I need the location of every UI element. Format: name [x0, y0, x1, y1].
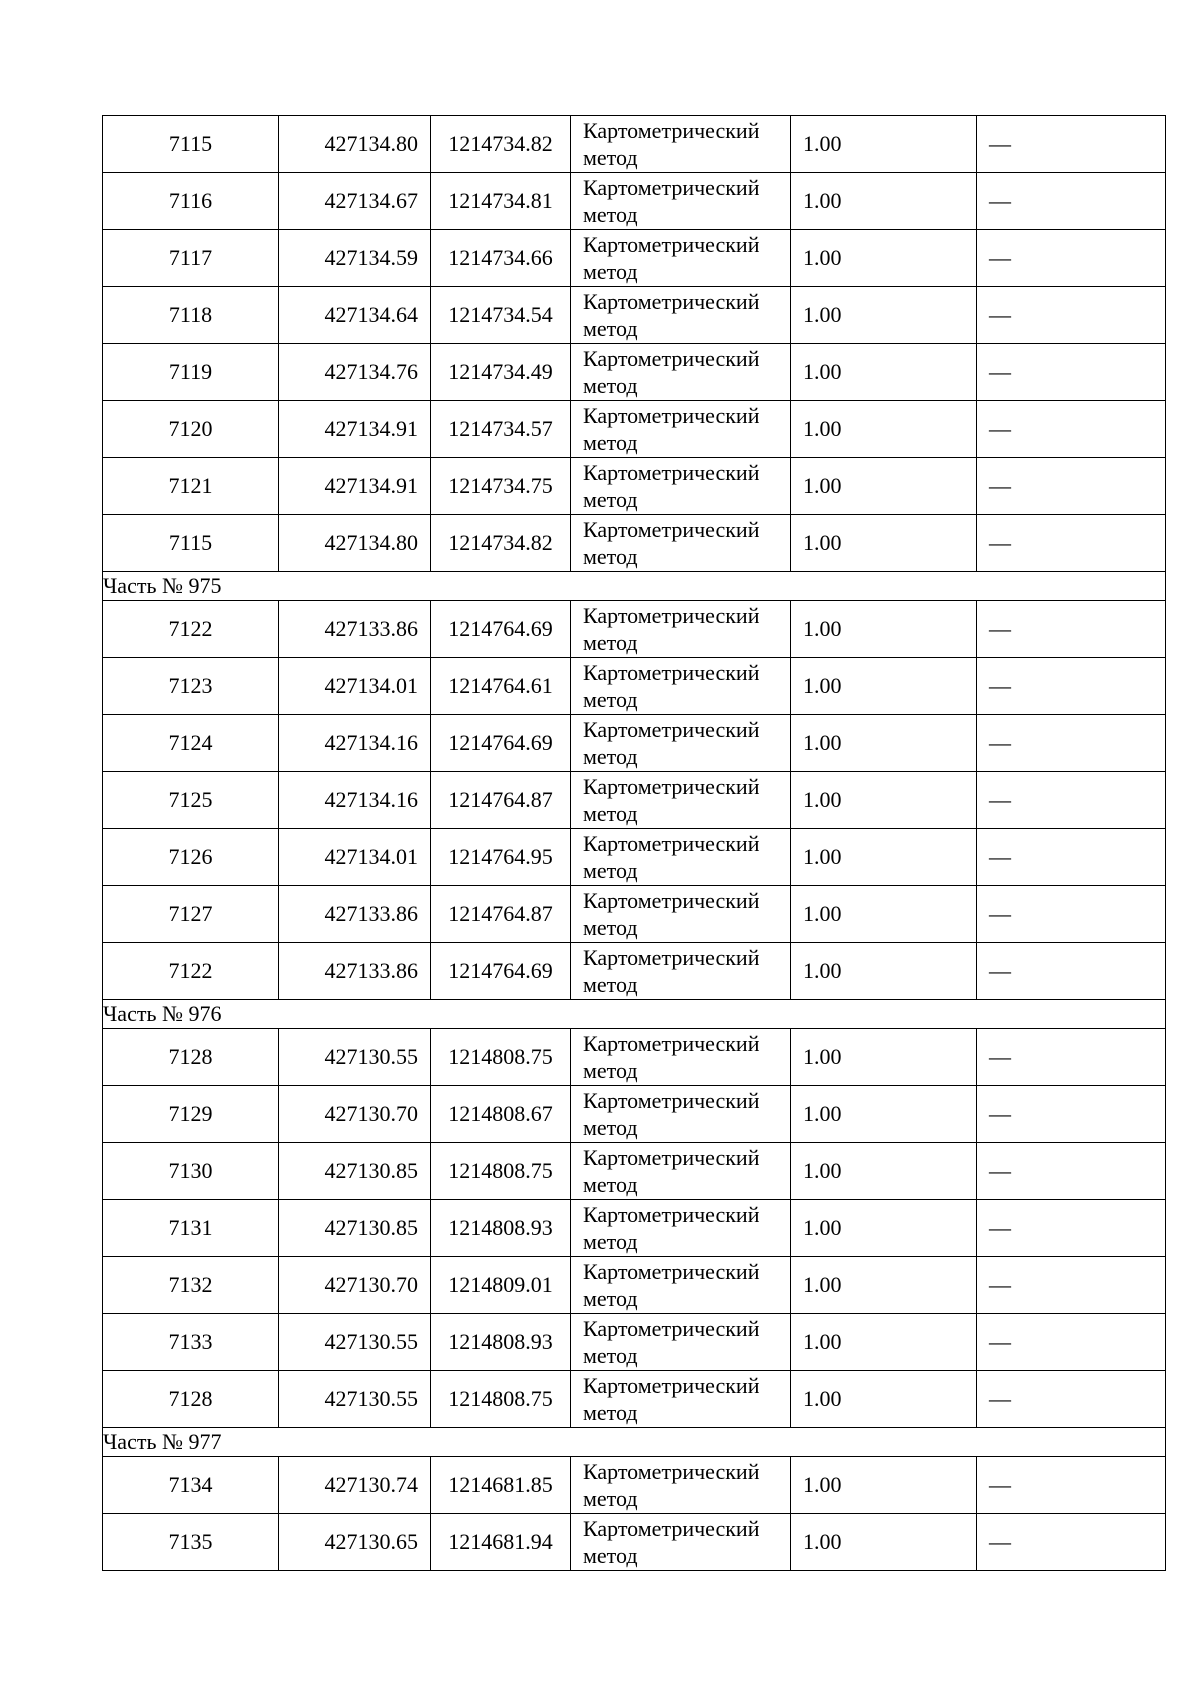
table-row	[103, 1514, 1166, 1571]
table-row	[103, 287, 1166, 344]
description-cell: —	[977, 1029, 1166, 1086]
description-cell: —	[977, 1257, 1166, 1314]
x-coordinate-cell: 427134.64	[279, 287, 431, 344]
description-cell: —	[977, 1086, 1166, 1143]
table-row	[103, 1257, 1166, 1314]
point-number-cell: 7118	[103, 287, 279, 344]
table-row	[103, 658, 1166, 715]
table-row	[103, 886, 1166, 943]
section-row	[103, 1428, 1166, 1457]
y-coordinate-cell: 1214764.87	[431, 772, 571, 829]
point-number-cell: 7123	[103, 658, 279, 715]
description-cell: —	[977, 601, 1166, 658]
y-coordinate-cell: 1214764.69	[431, 715, 571, 772]
table-row	[103, 943, 1166, 1000]
y-coordinate-cell: 1214681.94	[431, 1514, 571, 1571]
description-cell: —	[977, 515, 1166, 572]
y-coordinate-cell: 1214808.75	[431, 1143, 571, 1200]
description-cell: —	[977, 1371, 1166, 1428]
table-row	[103, 344, 1166, 401]
method-cell: Картометрический метод	[571, 1514, 791, 1571]
method-cell: Картометрический метод	[571, 658, 791, 715]
point-number-cell: 7130	[103, 1143, 279, 1200]
description-cell: —	[977, 287, 1166, 344]
description-cell: —	[977, 458, 1166, 515]
x-coordinate-cell: 427130.85	[279, 1200, 431, 1257]
description-cell: —	[977, 772, 1166, 829]
method-cell: Картометрический метод	[571, 1029, 791, 1086]
table-row	[103, 458, 1166, 515]
description-cell: —	[977, 829, 1166, 886]
y-coordinate-cell: 1214808.75	[431, 1029, 571, 1086]
table-row	[103, 401, 1166, 458]
coordinates-table	[102, 115, 1166, 1571]
accuracy-cell: 1.00	[791, 230, 977, 287]
point-number-cell: 7135	[103, 1514, 279, 1571]
point-number-cell: 7119	[103, 344, 279, 401]
point-number-cell: 7128	[103, 1371, 279, 1428]
accuracy-cell: 1.00	[791, 658, 977, 715]
section-row	[103, 572, 1166, 601]
description-cell: —	[977, 344, 1166, 401]
accuracy-cell: 1.00	[791, 515, 977, 572]
method-cell: Картометрический метод	[571, 772, 791, 829]
point-number-cell: 7125	[103, 772, 279, 829]
method-cell: Картометрический метод	[571, 943, 791, 1000]
method-cell: Картометрический метод	[571, 1457, 791, 1514]
table-row	[103, 601, 1166, 658]
point-number-cell: 7132	[103, 1257, 279, 1314]
method-cell: Картометрический метод	[571, 230, 791, 287]
y-coordinate-cell: 1214734.75	[431, 458, 571, 515]
y-coordinate-cell: 1214809.01	[431, 1257, 571, 1314]
x-coordinate-cell: 427130.65	[279, 1514, 431, 1571]
table-row	[103, 1371, 1166, 1428]
description-cell: —	[977, 715, 1166, 772]
point-number-cell: 7124	[103, 715, 279, 772]
description-cell: —	[977, 1200, 1166, 1257]
accuracy-cell: 1.00	[791, 344, 977, 401]
x-coordinate-cell: 427134.16	[279, 715, 431, 772]
description-cell: —	[977, 173, 1166, 230]
table-row	[103, 230, 1166, 287]
point-number-cell: 7115	[103, 116, 279, 173]
x-coordinate-cell: 427134.01	[279, 829, 431, 886]
method-cell: Картометрический метод	[571, 1257, 791, 1314]
accuracy-cell: 1.00	[791, 886, 977, 943]
description-cell: —	[977, 1457, 1166, 1514]
accuracy-cell: 1.00	[791, 401, 977, 458]
y-coordinate-cell: 1214808.67	[431, 1086, 571, 1143]
accuracy-cell: 1.00	[791, 1029, 977, 1086]
method-cell: Картометрический метод	[571, 1314, 791, 1371]
table-row	[103, 515, 1166, 572]
accuracy-cell: 1.00	[791, 458, 977, 515]
section-row	[103, 1000, 1166, 1029]
section-label: Часть № 977	[103, 1428, 1166, 1457]
y-coordinate-cell: 1214764.69	[431, 601, 571, 658]
y-coordinate-cell: 1214764.69	[431, 943, 571, 1000]
accuracy-cell: 1.00	[791, 1086, 977, 1143]
section-label: Часть № 975	[103, 572, 1166, 601]
y-coordinate-cell: 1214764.61	[431, 658, 571, 715]
x-coordinate-cell: 427134.91	[279, 458, 431, 515]
x-coordinate-cell: 427133.86	[279, 886, 431, 943]
point-number-cell: 7122	[103, 943, 279, 1000]
table-row	[103, 1457, 1166, 1514]
y-coordinate-cell: 1214764.95	[431, 829, 571, 886]
x-coordinate-cell: 427134.80	[279, 116, 431, 173]
x-coordinate-cell: 427134.91	[279, 401, 431, 458]
y-coordinate-cell: 1214734.66	[431, 230, 571, 287]
x-coordinate-cell: 427134.59	[279, 230, 431, 287]
y-coordinate-cell: 1214734.82	[431, 515, 571, 572]
method-cell: Картометрический метод	[571, 1086, 791, 1143]
x-coordinate-cell: 427133.86	[279, 601, 431, 658]
x-coordinate-cell: 427130.70	[279, 1086, 431, 1143]
point-number-cell: 7131	[103, 1200, 279, 1257]
y-coordinate-cell: 1214734.82	[431, 116, 571, 173]
point-number-cell: 7133	[103, 1314, 279, 1371]
y-coordinate-cell: 1214764.87	[431, 886, 571, 943]
method-cell: Картометрический метод	[571, 601, 791, 658]
method-cell: Картометрический метод	[571, 1143, 791, 1200]
method-cell: Картометрический метод	[571, 1200, 791, 1257]
accuracy-cell: 1.00	[791, 1257, 977, 1314]
description-cell: —	[977, 658, 1166, 715]
accuracy-cell: 1.00	[791, 715, 977, 772]
y-coordinate-cell: 1214808.75	[431, 1371, 571, 1428]
method-cell: Картометрический метод	[571, 173, 791, 230]
table-row	[103, 715, 1166, 772]
y-coordinate-cell: 1214681.85	[431, 1457, 571, 1514]
method-cell: Картометрический метод	[571, 829, 791, 886]
method-cell: Картометрический метод	[571, 515, 791, 572]
point-number-cell: 7120	[103, 401, 279, 458]
description-cell: —	[977, 886, 1166, 943]
method-cell: Картометрический метод	[571, 401, 791, 458]
accuracy-cell: 1.00	[791, 1143, 977, 1200]
accuracy-cell: 1.00	[791, 829, 977, 886]
y-coordinate-cell: 1214808.93	[431, 1314, 571, 1371]
table-row	[103, 1200, 1166, 1257]
table-row	[103, 829, 1166, 886]
description-cell: —	[977, 1514, 1166, 1571]
point-number-cell: 7129	[103, 1086, 279, 1143]
description-cell: —	[977, 401, 1166, 458]
description-cell: —	[977, 943, 1166, 1000]
method-cell: Картометрический метод	[571, 715, 791, 772]
x-coordinate-cell: 427134.16	[279, 772, 431, 829]
x-coordinate-cell: 427130.70	[279, 1257, 431, 1314]
x-coordinate-cell: 427130.55	[279, 1314, 431, 1371]
table-row	[103, 173, 1166, 230]
x-coordinate-cell: 427134.01	[279, 658, 431, 715]
point-number-cell: 7126	[103, 829, 279, 886]
accuracy-cell: 1.00	[791, 601, 977, 658]
y-coordinate-cell: 1214734.57	[431, 401, 571, 458]
accuracy-cell: 1.00	[791, 116, 977, 173]
table-row	[103, 1086, 1166, 1143]
y-coordinate-cell: 1214734.81	[431, 173, 571, 230]
y-coordinate-cell: 1214734.54	[431, 287, 571, 344]
y-coordinate-cell: 1214808.93	[431, 1200, 571, 1257]
accuracy-cell: 1.00	[791, 173, 977, 230]
table-row	[103, 772, 1166, 829]
x-coordinate-cell: 427133.86	[279, 943, 431, 1000]
point-number-cell: 7115	[103, 515, 279, 572]
point-number-cell: 7128	[103, 1029, 279, 1086]
description-cell: —	[977, 116, 1166, 173]
accuracy-cell: 1.00	[791, 1200, 977, 1257]
point-number-cell: 7117	[103, 230, 279, 287]
description-cell: —	[977, 230, 1166, 287]
section-label: Часть № 976	[103, 1000, 1166, 1029]
table-row	[103, 116, 1166, 173]
method-cell: Картометрический метод	[571, 287, 791, 344]
x-coordinate-cell: 427130.55	[279, 1029, 431, 1086]
point-number-cell: 7127	[103, 886, 279, 943]
x-coordinate-cell: 427130.55	[279, 1371, 431, 1428]
accuracy-cell: 1.00	[791, 1314, 977, 1371]
table-body	[103, 116, 1166, 1571]
point-number-cell: 7134	[103, 1457, 279, 1514]
x-coordinate-cell: 427134.76	[279, 344, 431, 401]
accuracy-cell: 1.00	[791, 1514, 977, 1571]
x-coordinate-cell: 427134.80	[279, 515, 431, 572]
x-coordinate-cell: 427130.74	[279, 1457, 431, 1514]
accuracy-cell: 1.00	[791, 943, 977, 1000]
accuracy-cell: 1.00	[791, 1457, 977, 1514]
accuracy-cell: 1.00	[791, 287, 977, 344]
description-cell: —	[977, 1314, 1166, 1371]
point-number-cell: 7121	[103, 458, 279, 515]
method-cell: Картометрический метод	[571, 886, 791, 943]
y-coordinate-cell: 1214734.49	[431, 344, 571, 401]
accuracy-cell: 1.00	[791, 1371, 977, 1428]
table-row	[103, 1029, 1166, 1086]
point-number-cell: 7116	[103, 173, 279, 230]
method-cell: Картометрический метод	[571, 1371, 791, 1428]
accuracy-cell: 1.00	[791, 772, 977, 829]
point-number-cell: 7122	[103, 601, 279, 658]
x-coordinate-cell: 427134.67	[279, 173, 431, 230]
table-row	[103, 1314, 1166, 1371]
x-coordinate-cell: 427130.85	[279, 1143, 431, 1200]
description-cell: —	[977, 1143, 1166, 1200]
method-cell: Картометрический метод	[571, 458, 791, 515]
method-cell: Картометрический метод	[571, 116, 791, 173]
method-cell: Картометрический метод	[571, 344, 791, 401]
table-row	[103, 1143, 1166, 1200]
